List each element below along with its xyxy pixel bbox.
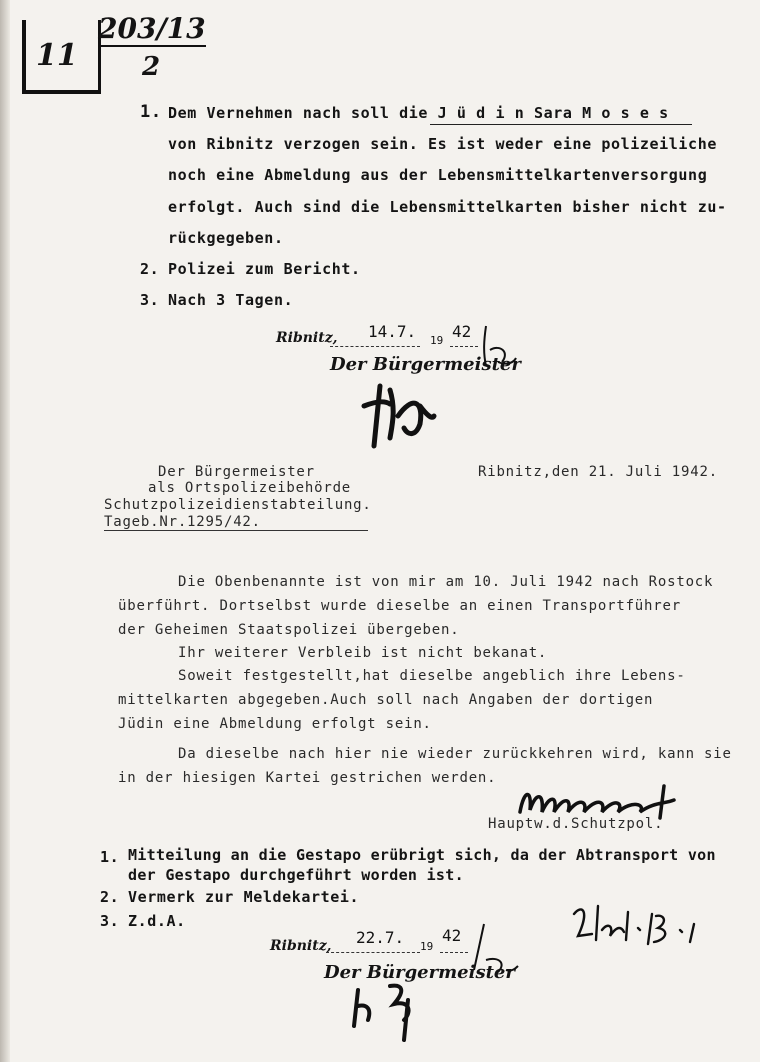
sheet-number: 2 <box>142 52 161 82</box>
date-year: 42 <box>452 322 472 341</box>
section1-line: erfolgt. Auch sind die Lebensmittelkarten bisher nicht zu- <box>168 198 727 216</box>
sender-line: Der Bürgermeister <box>158 464 315 480</box>
file-number: 203/13 <box>98 12 206 45</box>
body-line: Die Obenbenannte ist von mir am 10. Juli 1942 nach Rostock <box>178 574 714 590</box>
handwritten-note <box>568 900 718 960</box>
year-line <box>450 346 478 347</box>
scan-edge <box>0 0 10 1062</box>
place-stamp: Ribnitz, <box>276 330 338 346</box>
section1-line: Dem Vernehmen nach soll die J ü d i n Sara M o s e s <box>168 104 669 122</box>
item-number: 1. <box>100 848 120 866</box>
section3-line: Vermerk zur Meldekartei. <box>128 888 360 906</box>
section1-line: von Ribnitz verzogen sein. Es ist weder eine polizeiliche <box>168 135 717 153</box>
section1-line: rückgegeben. <box>168 229 284 247</box>
date-line <box>326 952 420 953</box>
officer-rank: Hauptw.d.Schutzpol. <box>488 816 664 832</box>
initials-mark <box>470 920 520 980</box>
place-date: Ribnitz,den 21. Juli 1942. <box>478 464 718 480</box>
body-line: überführt. Dortselbst wurde dieselbe an einen Transportführer <box>118 598 681 614</box>
date-century: 19 <box>430 334 444 347</box>
signature-mark <box>360 376 470 456</box>
body-line: Da dieselbe nach hier nie wieder zurückkehren wird, kann sie <box>178 746 732 762</box>
item-number: 3. <box>140 291 160 309</box>
year-line <box>440 952 468 953</box>
section3-line: Z.d.A. <box>128 912 186 930</box>
date-day: 22.7. <box>356 928 405 947</box>
body-line: Soweit festgestellt,hat dieselbe angeblich ihre Lebens- <box>178 668 686 684</box>
reference-underline <box>104 530 368 531</box>
item-number: 1. <box>140 102 162 122</box>
section1-line: Polizei zum Bericht. <box>168 260 361 278</box>
section1-line: Nach 3 Tagen. <box>168 291 294 309</box>
date-line <box>330 346 420 347</box>
office-stamp: Der Bürgermeister <box>324 962 515 983</box>
section1-line: noch eine Abmeldung aus der Lebensmittelkartenversorgung <box>168 166 708 184</box>
body-line: in der hiesigen Kartei gestrichen werden. <box>118 770 497 786</box>
sender-line: Schutzpolizeidienstabteilung. <box>104 497 372 513</box>
body-line: Ihr weiterer Verbleib ist nicht bekanat. <box>178 645 548 661</box>
item-number: 3. <box>100 912 120 930</box>
section3-line: der Gestapo durchgeführt worden ist. <box>128 866 464 884</box>
body-line: mittelkarten abgegeben.Auch soll nach Angaben der dortigen <box>118 692 654 708</box>
office-stamp: Der Bürgermeister <box>330 354 521 375</box>
item-number: 2. <box>100 888 120 906</box>
initials-mark <box>480 322 520 372</box>
place-stamp: Ribnitz, <box>270 938 332 954</box>
reference-number: Tageb.Nr.1295/42. <box>104 514 261 530</box>
date-day: 14.7. <box>368 322 417 341</box>
date-year: 42 <box>442 926 462 945</box>
item-number: 2. <box>140 260 160 278</box>
section3-line: Mitteilung an die Gestapo erübrigt sich, da der Abtransport von <box>128 846 716 864</box>
box-number: 11 <box>36 38 78 73</box>
signature-mark <box>350 980 440 1050</box>
date-century: 19 <box>420 940 434 953</box>
body-line: der Geheimen Staatspolizei übergeben. <box>118 622 460 638</box>
name-underline <box>430 124 692 125</box>
body-line: Jüdin eine Abmeldung erfolgt sein. <box>118 716 432 732</box>
sender-line: als Ortspolizeibehörde <box>148 480 352 496</box>
